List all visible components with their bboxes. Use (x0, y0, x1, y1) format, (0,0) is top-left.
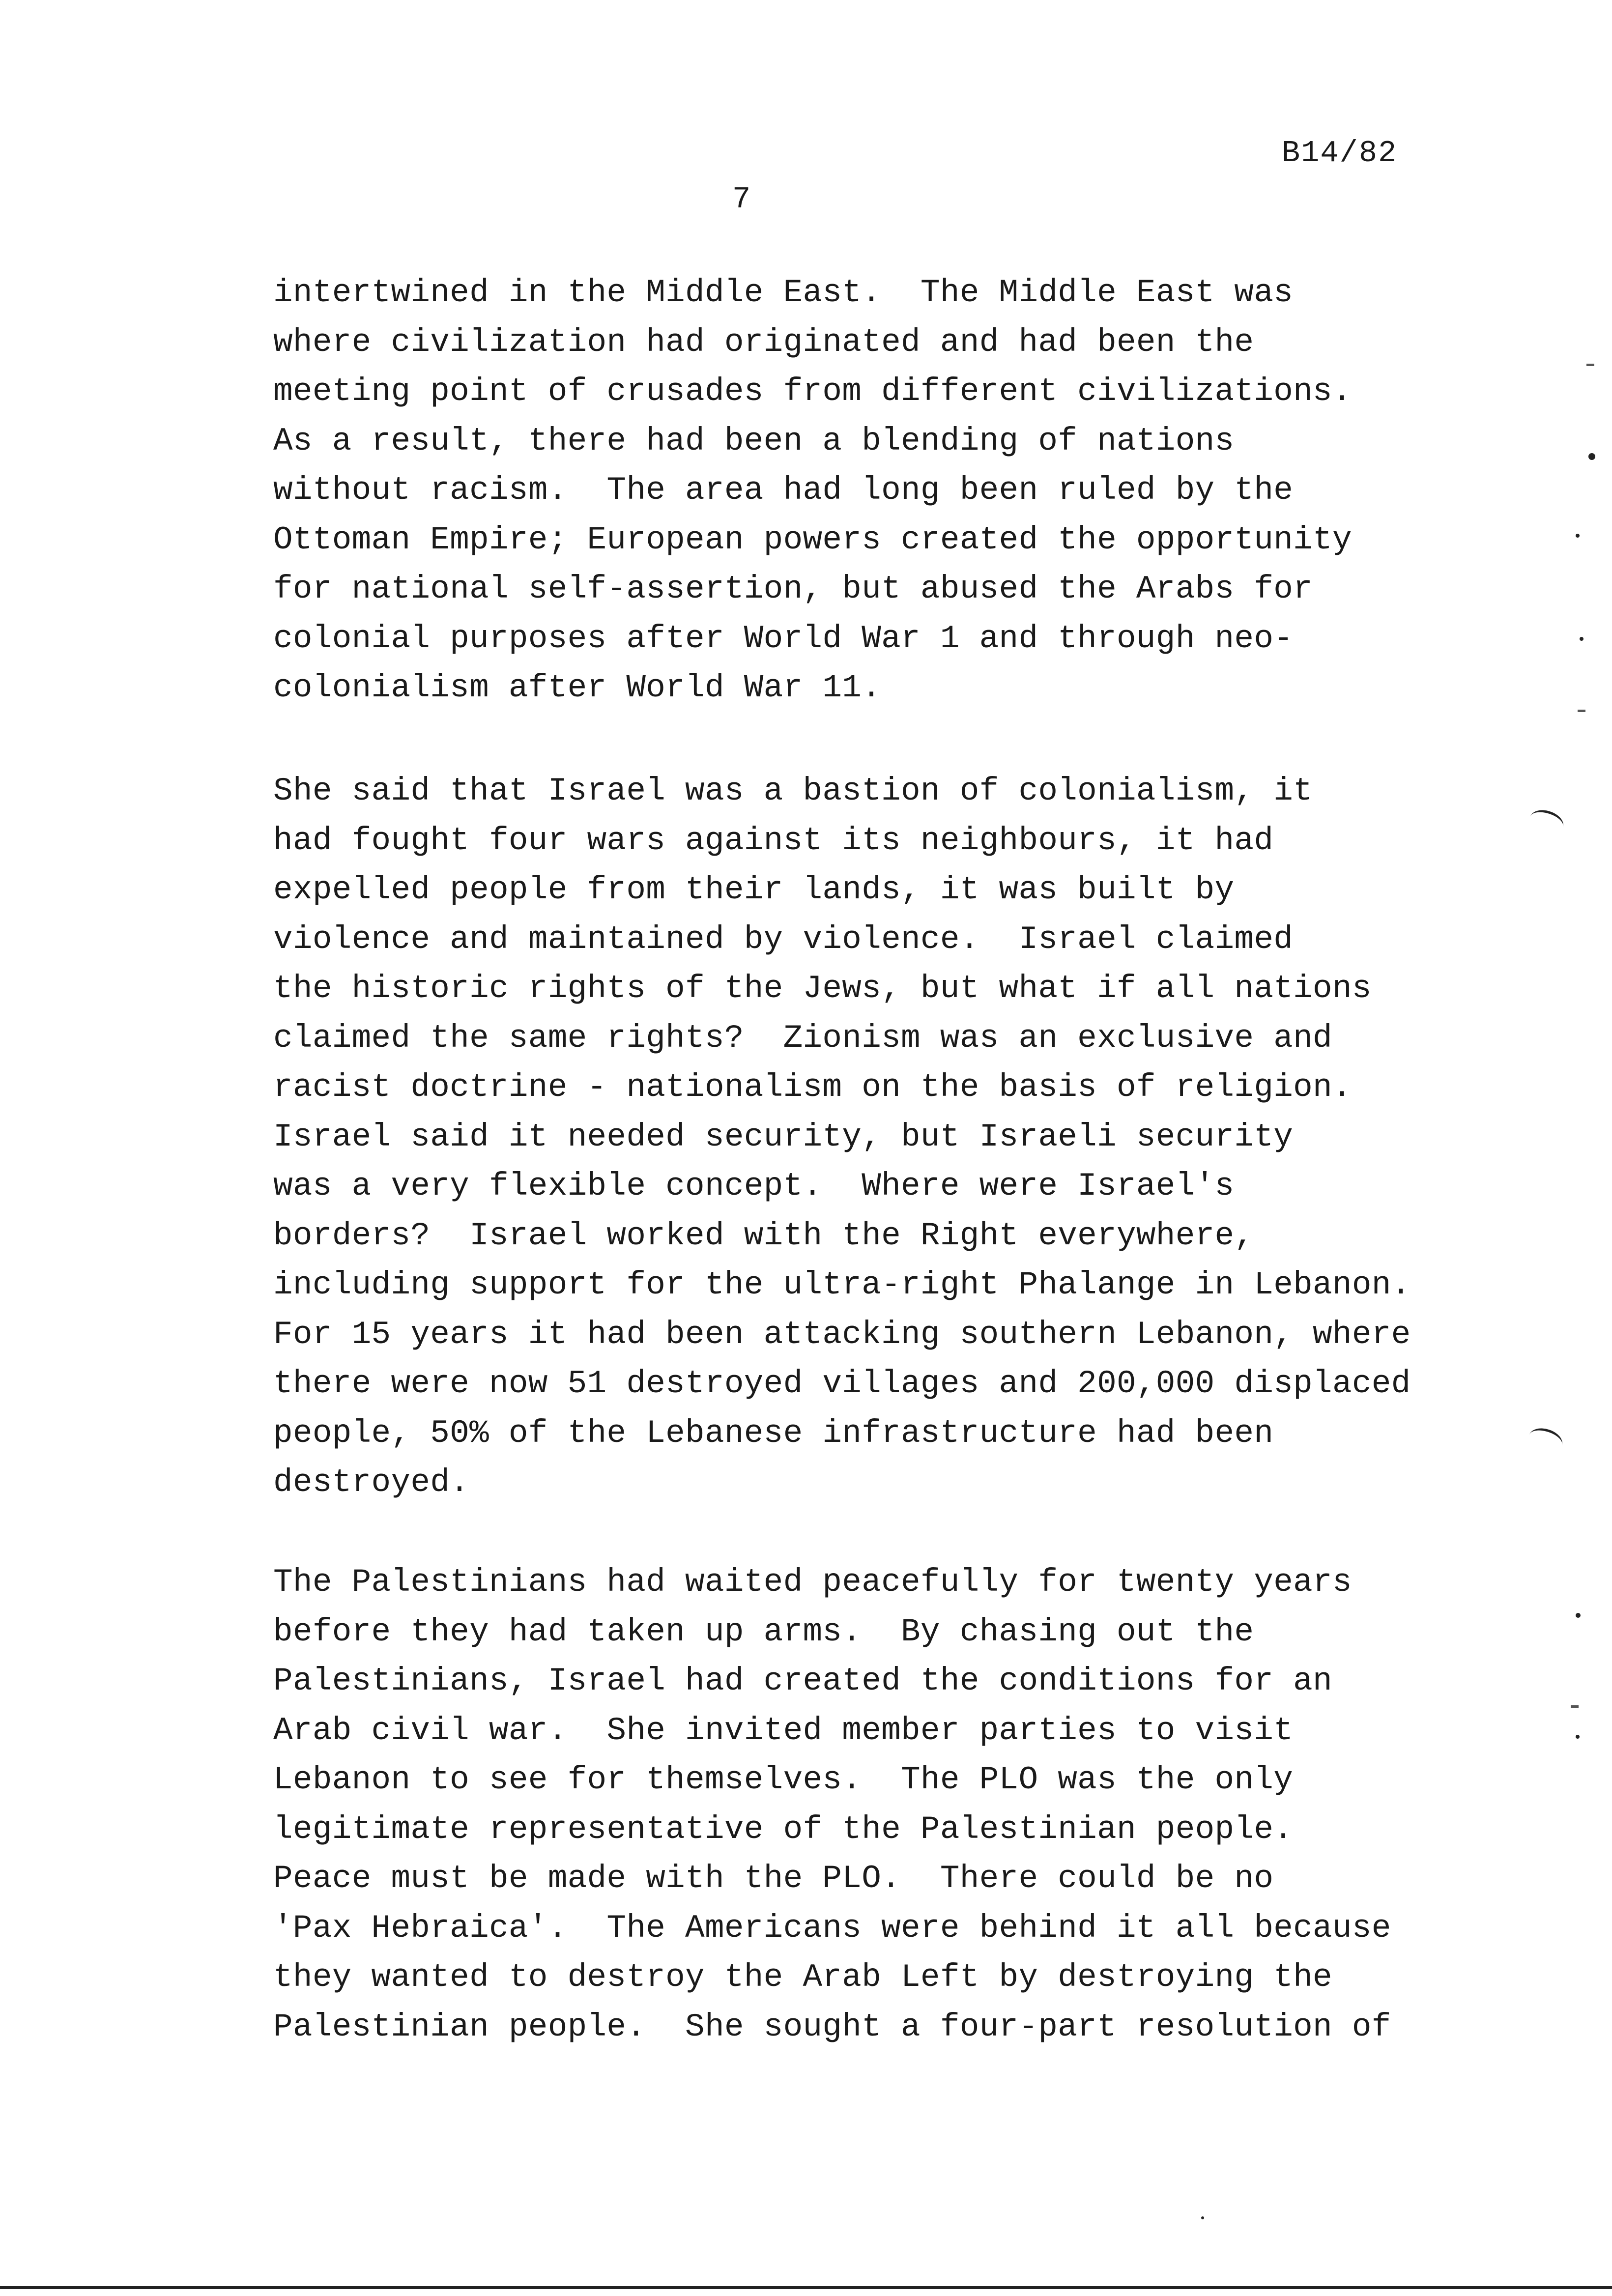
text-line: without racism. The area had long been ruled by the (273, 472, 1294, 509)
text-line: people, 50% of the Lebanese infrastructure had been (273, 1414, 1274, 1452)
text-line: before they had taken up arms. By chasing out the (273, 1613, 1254, 1650)
text-line: they wanted to destroy the Arab Left by destroying the (273, 1959, 1332, 1996)
paragraph-1 (273, 268, 1463, 713)
text-line: Lebanon to see for themselves. The PLO was the only (273, 1761, 1294, 1798)
text-line: intertwined in the Middle East. The Middle East was (273, 274, 1294, 311)
text-line: For 15 years it had been attacking southern Lebanon, where (273, 1316, 1411, 1353)
scan-mark (1576, 534, 1580, 538)
paragraph-3 (273, 1558, 1463, 2052)
text-line: As a result, there had been a blending of nations (273, 422, 1235, 459)
scan-mark (1576, 1613, 1581, 1618)
text-line: had fought four wars against its neighbours, it had (273, 822, 1274, 859)
text-line: where civilization had originated and had been the (273, 323, 1254, 361)
text-line: there were now 51 destroyed villages and 200,000 displaced (273, 1365, 1411, 1402)
text-line: Ottoman Empire; European powers created the opportunity (273, 521, 1352, 558)
text-line: expelled people from their lands, it was built by (273, 871, 1235, 908)
text-line: destroyed. (273, 1464, 470, 1501)
scan-mark (1576, 1735, 1580, 1739)
text-line: Palestinians, Israel had created the conditions for an (273, 1663, 1332, 1699)
scan-mark (1527, 806, 1566, 837)
text-line: Israel said it needed security, but Israeli security (273, 1118, 1294, 1155)
text-line: colonialism after World War 11. (273, 669, 882, 706)
page-number: 7 (732, 182, 751, 217)
scan-mark (1580, 637, 1583, 641)
text-line: racist doctrine - nationalism on the basis of religion. (273, 1069, 1352, 1106)
text-line: The Palestinians had waited peacefully for twenty years (273, 1564, 1352, 1601)
scan-mark (1526, 1424, 1565, 1456)
text-line: was a very flexible concept. Where were Israel's (273, 1168, 1235, 1205)
scan-mark (1588, 453, 1595, 460)
paragraph-2 (273, 767, 1463, 1508)
text-line: violence and maintained by violence. Israel claimed (273, 920, 1294, 958)
text-line: Arab civil war. She invited member parties to visit (273, 1712, 1294, 1749)
text-line: legitimate representative of the Palestinian people. (273, 1810, 1294, 1848)
text-line: for national self-assertion, but abused the Arabs for (273, 571, 1313, 607)
scan-mark (1586, 364, 1594, 366)
text-line: Palestinian people. She sought a four-part resolution of (273, 2008, 1391, 2045)
text-line: claimed the same rights? Zionism was an exclusive and (273, 1019, 1332, 1057)
scan-mark (1201, 2216, 1204, 2219)
document-reference: B14/82 (1282, 136, 1398, 171)
text-line: meeting point of crusades from different civilizations. (273, 373, 1352, 410)
text-line: the historic rights of the Jews, but what if all nations (273, 970, 1372, 1007)
text-line: including support for the ultra-right Phalange in Lebanon. (273, 1266, 1411, 1303)
scan-mark (1571, 1705, 1579, 1708)
text-line: She said that Israel was a bastion of colonialism, it (273, 773, 1313, 809)
scan-mark (1578, 710, 1585, 712)
text-line: borders? Israel worked with the Right everywhere, (273, 1217, 1254, 1254)
page-bottom-edge (0, 2286, 1612, 2289)
text-line: Peace must be made with the PLO. There could be no (273, 1860, 1274, 1897)
text-line: 'Pax Hebraica'. The Americans were behind it all because (273, 1909, 1391, 1947)
text-line: colonial purposes after World War 1 and through neo- (273, 620, 1294, 657)
